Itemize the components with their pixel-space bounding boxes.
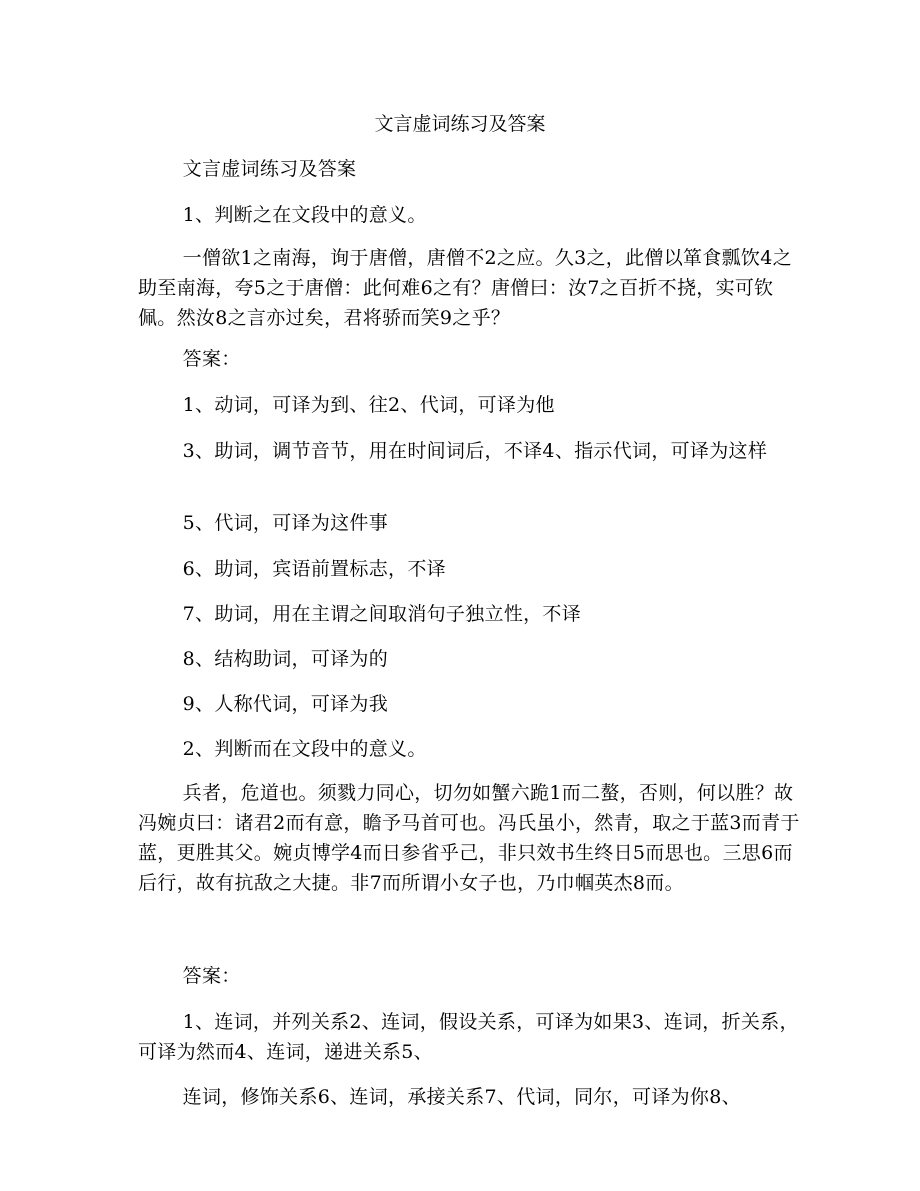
question-1-heading: 1、判断之在文段中的意义。: [182, 204, 427, 226]
answer-item: 3、助词，调节音节，用在时间词后，不译4、指示代词，可译为这样: [182, 440, 768, 462]
answer-item: 8、结构助词，可译为的: [182, 648, 389, 670]
answer-label: 答案：: [182, 965, 241, 987]
question-2-passage: 兵者，危道也。须戮力同心，切勿如蟹六跪1而二螯，否则，何以胜？故冯婉贞曰：诸君2而有意，瞻予马首可也。冯氏虽小，然青，取之于蓝3而青于蓝，更胜其父。婉贞博学4而日参省乎己，非只效书生终日5而思也。三思6而后行，故有抗敌之大捷。非7而所谓小女子也，乃巾帼英杰8而。: [138, 782, 800, 894]
answer-label: 答案：: [182, 348, 241, 370]
subtitle: 文言虚词练习及答案: [182, 158, 357, 180]
question-1-passage: 一僧欲1之南海，询于唐僧，唐僧不2之应。久3之，此僧以箪食瓢饮4之助至南海，夸5之于唐僧：此何难6之有？唐僧曰：汝7之百折不挠，实可钦佩。然汝8之言亦过矣，君将骄而笑9之乎？: [138, 247, 792, 329]
answer-item: 5、代词，可译为这件事: [182, 512, 389, 534]
answer-item: 9、人称代词，可译为我: [182, 693, 389, 715]
answer-item: 连词，修饰关系6、连词，承接关系7、代词，同尔，可译为你8、: [182, 1086, 741, 1108]
answer-item: 1、连词，并列关系2、连词，假设关系，可译为如果3、连词，折关系，可译为然而4、连词，递进关系5、: [138, 1011, 799, 1063]
document-title: 文言虚词练习及答案: [374, 113, 546, 135]
answer-item: 7、助词，用在主谓之间取消句子独立性，不译: [182, 603, 582, 625]
question-2-heading: 2、判断而在文段中的意义。: [182, 738, 427, 760]
answer-item: 1、动词，可译为到、往2、代词，可译为他: [182, 394, 555, 416]
answer-item: 6、助词，宾语前置标志，不译: [182, 558, 446, 580]
